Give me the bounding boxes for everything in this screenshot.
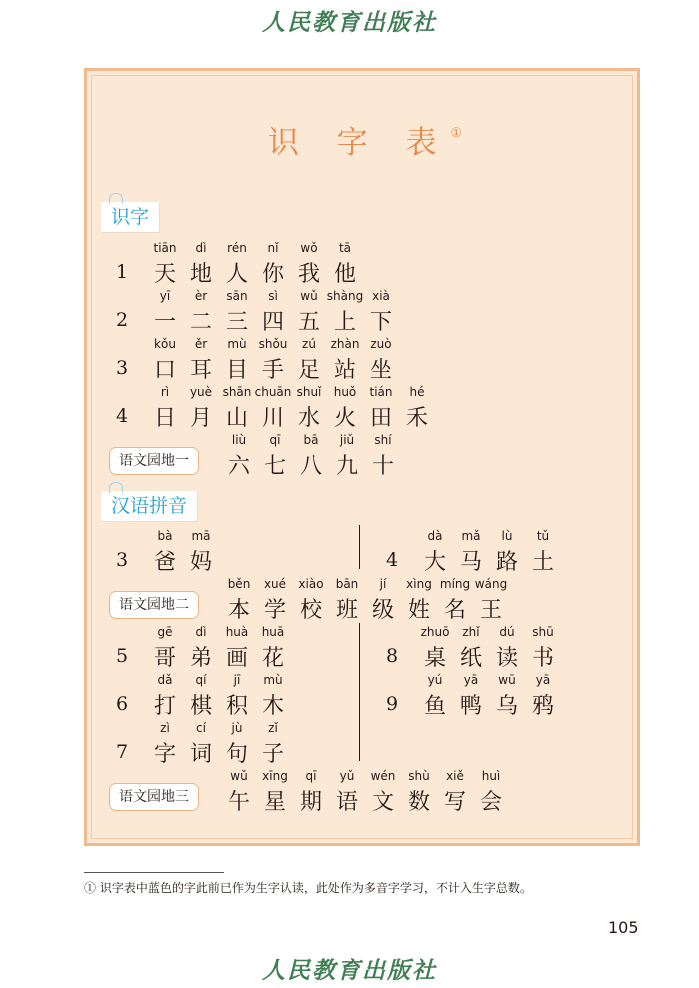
character-cell: [363, 289, 399, 335]
hanzi: 五: [297, 310, 320, 335]
numbered-row: [87, 241, 643, 287]
hanzi: 棋: [189, 694, 212, 719]
row-number: 7: [115, 741, 129, 763]
character-cell: [525, 529, 561, 575]
pinyin: tiān: [153, 241, 177, 255]
hanzi: 十: [371, 454, 394, 479]
pinyin: shàng: [326, 289, 364, 303]
pinyin: sì: [268, 289, 278, 303]
pinyin: qí: [195, 673, 207, 687]
hanzi: 鸭: [459, 694, 482, 719]
character-list: [417, 673, 561, 719]
pinyin: zì: [160, 721, 170, 735]
hanzi: 书: [531, 646, 554, 671]
lesson-label: 语文园地二: [109, 591, 199, 619]
pinyin: tǔ: [536, 529, 550, 543]
hanzi: 六: [227, 454, 250, 479]
hanzi: 足: [297, 358, 320, 383]
hanzi: 纸: [459, 646, 482, 671]
hanzi: 读: [495, 646, 518, 671]
hanzi: 田: [369, 406, 392, 431]
pinyin: shí: [374, 433, 392, 447]
hanzi: 学: [263, 598, 286, 623]
hanzi: 一: [153, 310, 176, 335]
pinyin: zǐ: [268, 721, 278, 735]
pinyin: xià: [372, 289, 390, 303]
pinyin: yú: [427, 673, 443, 687]
pinyin: wáng: [474, 577, 508, 591]
hanzi: 月: [189, 406, 212, 431]
pinyin: zhǐ: [462, 625, 480, 639]
pinyin: dì: [195, 625, 207, 639]
publisher-logo-bottom: 人民教育出版社: [262, 957, 437, 984]
pinyin: jī: [233, 673, 241, 687]
hanzi: 本: [227, 598, 250, 623]
hanzi: 期: [299, 790, 322, 815]
pinyin: xìng: [406, 577, 432, 591]
pinyin: hé: [409, 385, 425, 399]
hanzi: 天: [153, 262, 176, 287]
character-list: [221, 769, 509, 815]
character-cell: [473, 577, 509, 623]
pinyin: jí: [379, 577, 387, 591]
hanzi: 字: [153, 742, 176, 767]
pinyin: jiǔ: [339, 433, 355, 447]
pinyin: yā: [535, 673, 551, 687]
pinyin: shǒu: [258, 337, 288, 351]
pinyin: qī: [305, 769, 317, 783]
hanzi: 班: [335, 598, 358, 623]
pinyin: rì: [160, 385, 170, 399]
character-cell: [255, 721, 291, 767]
hanzi: 句: [225, 742, 248, 767]
character-list: [147, 385, 435, 431]
pinyin: qī: [269, 433, 281, 447]
hanzi: 七: [263, 454, 286, 479]
hanzi: 土: [531, 550, 554, 575]
pinyin: mǎ: [461, 529, 481, 543]
hanzi: 坐: [369, 358, 392, 383]
character-cell: [525, 625, 561, 671]
pinyin: yuè: [189, 385, 213, 399]
pinyin: wén: [370, 769, 396, 783]
lesson-row: [87, 433, 643, 479]
lesson-row: [87, 769, 643, 815]
pinyin: shū: [532, 625, 554, 639]
hanzi: 子: [261, 742, 284, 767]
hanzi: 手: [261, 358, 284, 383]
hanzi: 日: [153, 406, 176, 431]
pinyin: dì: [195, 241, 207, 255]
hanzi: 站: [333, 358, 356, 383]
numbered-row: [87, 625, 643, 671]
character-list: [147, 241, 363, 287]
pinyin: běn: [227, 577, 251, 591]
row-number: 5: [115, 645, 129, 667]
section-label-shizi: 识字: [101, 202, 159, 232]
hanzi: 星: [263, 790, 286, 815]
title-footnote-mark: ①: [450, 126, 463, 141]
pinyin: mù: [263, 673, 283, 687]
numbered-row: [87, 529, 643, 575]
numbered-row: [87, 289, 643, 335]
row-number: 2: [115, 309, 129, 331]
pinyin: huì: [481, 769, 501, 783]
numbered-row: [87, 721, 643, 767]
pinyin: míng: [439, 577, 471, 591]
character-table-frame: [84, 68, 640, 846]
hanzi: 三: [225, 310, 248, 335]
hanzi: 地: [189, 262, 212, 287]
hanzi: 大: [423, 550, 446, 575]
pinyin: mù: [227, 337, 247, 351]
pinyin: cí: [196, 721, 206, 735]
lesson-label: 语文园地三: [109, 783, 199, 811]
lesson-label: 语文园地一: [109, 447, 199, 475]
pinyin: shù: [408, 769, 430, 783]
character-list: [221, 577, 509, 623]
character-cell: [363, 337, 399, 383]
page-number: 105: [608, 918, 639, 937]
pinyin: zhàn: [330, 337, 360, 351]
pinyin: yǔ: [339, 769, 355, 783]
pinyin: dà: [427, 529, 443, 543]
pinyin: bā: [303, 433, 319, 447]
hanzi: 我: [297, 262, 320, 287]
pinyin: xīng: [262, 769, 288, 783]
pinyin: huà: [225, 625, 249, 639]
pinyin: yā: [463, 673, 479, 687]
character-cell: [525, 673, 561, 719]
pinyin: shān: [222, 385, 252, 399]
row-number: 9: [385, 693, 399, 715]
pinyin: rén: [227, 241, 247, 255]
hanzi: 水: [297, 406, 320, 431]
pinyin: tián: [369, 385, 393, 399]
hanzi: 花: [261, 646, 284, 671]
hanzi: 乌: [495, 694, 518, 719]
pinyin: èr: [194, 289, 208, 303]
footnote-rule: [84, 872, 224, 873]
pinyin: zuò: [370, 337, 392, 351]
hanzi: 人: [225, 262, 248, 287]
character-cell: [473, 769, 509, 815]
pinyin: wū: [498, 673, 516, 687]
row-number: 3: [115, 549, 129, 571]
hanzi: 妈: [189, 550, 212, 575]
row-number: 3: [115, 357, 129, 379]
pinyin: huā: [261, 625, 285, 639]
hanzi: 川: [261, 406, 284, 431]
numbered-row: [87, 673, 643, 719]
pinyin: sān: [226, 289, 248, 303]
hanzi: 会: [479, 790, 502, 815]
hanzi: 积: [225, 694, 248, 719]
hanzi: 王: [479, 598, 502, 623]
hanzi: 画: [225, 646, 248, 671]
pinyin: yī: [159, 289, 171, 303]
hanzi: 打: [153, 694, 176, 719]
row-number: 4: [385, 549, 399, 571]
hanzi: 鸦: [531, 694, 554, 719]
pinyin: wǒ: [300, 241, 318, 255]
numbered-row: [87, 337, 643, 383]
hanzi: 山: [225, 406, 248, 431]
hanzi: 耳: [189, 358, 212, 383]
hanzi: 路: [495, 550, 518, 575]
pinyin: wǔ: [230, 769, 248, 783]
lesson-row: [87, 577, 643, 623]
hanzi: 禾: [405, 406, 428, 431]
pinyin: zú: [302, 337, 316, 351]
hanzi: 下: [369, 310, 392, 335]
row-number: 1: [115, 261, 129, 283]
hanzi: 目: [225, 358, 248, 383]
section-label-pinyin: 汉语拼音: [101, 491, 197, 521]
row-number: 4: [115, 405, 129, 427]
hanzi: 八: [299, 454, 322, 479]
hanzi: 九: [335, 454, 358, 479]
hanzi: 语: [335, 790, 358, 815]
pinyin: xué: [263, 577, 287, 591]
publisher-logo-top: 人民教育出版社: [262, 9, 437, 36]
hanzi: 马: [459, 550, 482, 575]
hanzi: 木: [261, 694, 284, 719]
pinyin: nǐ: [267, 241, 279, 255]
pinyin: wǔ: [300, 289, 318, 303]
hanzi: 姓: [407, 598, 430, 623]
pinyin: chuān: [254, 385, 292, 399]
hanzi: 文: [371, 790, 394, 815]
pinyin: tā: [338, 241, 352, 255]
character-cell: [327, 241, 363, 287]
hanzi: 火: [333, 406, 356, 431]
pinyin: xiě: [446, 769, 464, 783]
hanzi: 名: [443, 598, 466, 623]
character-list: [147, 721, 291, 767]
hanzi: 上: [333, 310, 356, 335]
pinyin: zhuō: [420, 625, 450, 639]
pinyin: liù: [231, 433, 247, 447]
character-list: [147, 337, 399, 383]
pinyin: dǎ: [157, 673, 173, 687]
hanzi: 级: [371, 598, 394, 623]
row-number: 8: [385, 645, 399, 667]
numbered-row: [87, 385, 643, 431]
column-divider: [359, 623, 360, 761]
pinyin: bān: [335, 577, 359, 591]
pinyin: gē: [157, 625, 173, 639]
pinyin: dú: [499, 625, 515, 639]
pinyin: ěr: [194, 337, 208, 351]
hanzi: 爸: [153, 550, 176, 575]
hanzi: 词: [189, 742, 212, 767]
character-list: [221, 433, 401, 479]
character-list: [417, 625, 561, 671]
hanzi: 数: [407, 790, 430, 815]
hanzi: 他: [333, 262, 356, 287]
pinyin: shuǐ: [296, 385, 322, 399]
character-list: [147, 289, 399, 335]
hanzi: 哥: [153, 646, 176, 671]
pinyin: mā: [191, 529, 211, 543]
hanzi: 弟: [189, 646, 212, 671]
page-title: 识 字 表①: [267, 125, 463, 161]
pinyin: kǒu: [154, 337, 176, 351]
hanzi: 你: [261, 262, 284, 287]
pinyin: xiào: [298, 577, 324, 591]
character-cell: [365, 433, 401, 479]
hanzi: 午: [227, 790, 250, 815]
pinyin: lù: [501, 529, 513, 543]
hanzi: 二: [189, 310, 212, 335]
hanzi: 鱼: [423, 694, 446, 719]
character-list: [417, 529, 561, 575]
pinyin: huǒ: [333, 385, 357, 399]
column-divider: [359, 525, 360, 569]
footnote: ① 识字表中蓝色的字此前已作为生字认读，此处作为多音字学习，不计入生字总数。: [84, 881, 532, 895]
hanzi: 桌: [423, 646, 446, 671]
hanzi: 四: [261, 310, 284, 335]
hanzi: 口: [153, 358, 176, 383]
pinyin: jù: [231, 721, 243, 735]
character-cell: [399, 385, 435, 431]
pinyin: bà: [157, 529, 173, 543]
hanzi: 写: [443, 790, 466, 815]
hanzi: 校: [299, 598, 322, 623]
row-number: 6: [115, 693, 129, 715]
